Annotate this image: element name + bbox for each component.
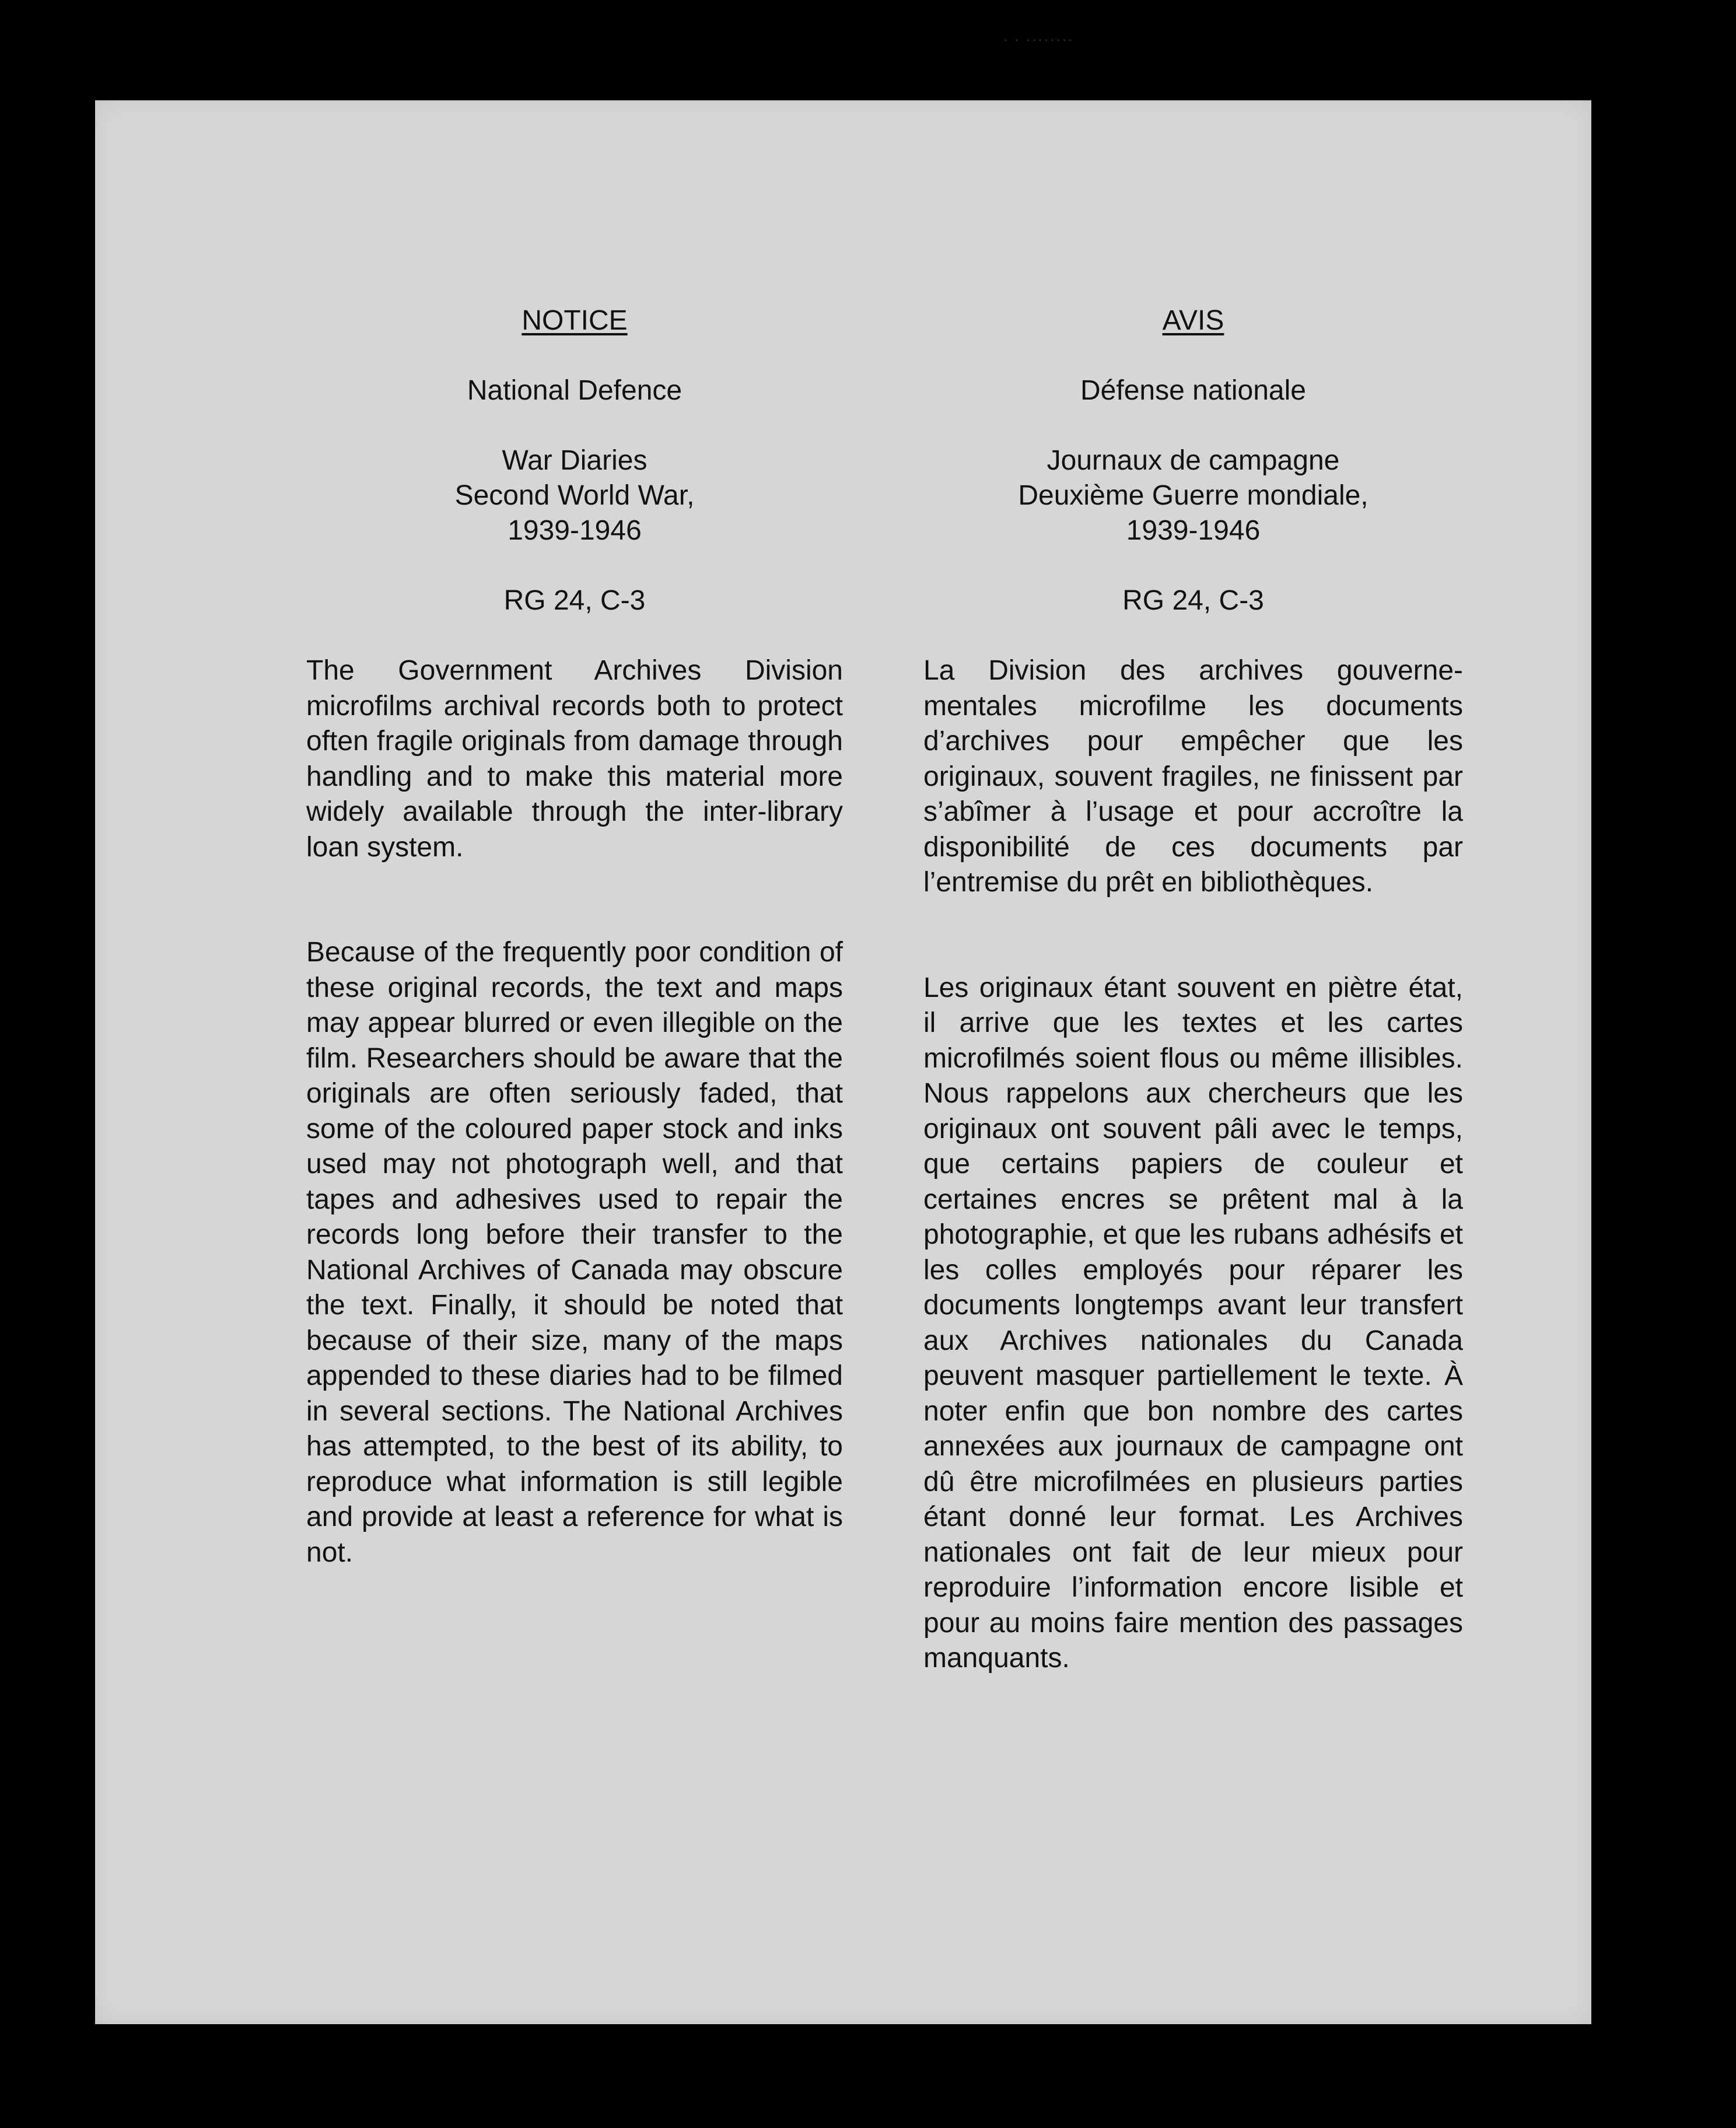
- record-group-reference: RG 24, C-3: [503, 585, 646, 616]
- series-date-range: 1939-1946: [508, 515, 642, 546]
- english-column: [306, 303, 843, 1570]
- series-date-range-fr: 1939-1946: [1126, 515, 1261, 546]
- series-title-line: War Diaries: [502, 445, 648, 476]
- notice-page: [95, 100, 1591, 2024]
- department-name: National Defence: [467, 375, 682, 406]
- series-title-fr: [923, 443, 1463, 548]
- scan-top-smudge: · · ········: [1003, 32, 1074, 47]
- notice-heading: NOTICE: [522, 305, 628, 336]
- french-column: [923, 303, 1463, 1676]
- paragraph-condition: Because of the frequently poor condition of these original records, the text and maps may appear blurred or even illegible on the film. Researchers should be aware that the originals are often seriously faded, that some of the coloured paper stock and inks used may not photograph well, and that tapes and adhesives used to repair the records long before their transfer to the National Archives of Canada may obscure the text. Finally, it should be noted that because of their size, many of the maps appended to these diaries had to be filmed in several sections. The National Archives has attempted, to the best of its ability, to reproduce what information is still legible and provide at least a reference for what is not.: [306, 937, 843, 1568]
- avis-heading: AVIS: [1162, 305, 1224, 336]
- series-title-line-fr: Journaux de campagne: [1046, 445, 1340, 476]
- department-name-fr: Défense nationale: [1080, 375, 1306, 406]
- paragraph-purpose-fr: La Division des archives gouverne-mentales microfilme les documents d’archives pour empêcher que les originaux, souvent fragiles, ne finissent par s’abîmer à l’usage et pour accroître la disponibilité de ces documents par l’entremise du prêt en bibliothèques.: [923, 655, 1463, 898]
- record-group-reference-fr: RG 24, C-3: [1122, 585, 1264, 616]
- series-title-line-fr: Deuxième Guerre mondiale,: [1018, 480, 1368, 511]
- series-title: [306, 443, 843, 548]
- paragraph-purpose: The Government Archives Division microfilms archival records both to protect often fragile originals from damage through handling and to make this material more widely available through the inter-library loan system.: [306, 655, 843, 863]
- paragraph-condition-fr: Les originaux étant souvent en piètre état, il arrive que les textes et les cartes microfilmés soient flous ou même illisibles. Nous rappelons aux chercheurs que les originaux ont souvent pâli avec le temps, que certains papiers de couleur et certaines encres se prêtent mal à la photographie, et que les rubans adhésifs et les colles employés pour réparer les documents longtemps avant leur transfert aux Archives nationales du Canada peuvent masquer partiellement le texte. À noter enfin que bon nombre des cartes annexées aux journaux de campagne ont dû être microfilmées en plusieurs parties étant donné leur format. Les Archives nationales ont fait de leur mieux pour reproduire l’information encore lisible et pour au moins faire mention des passages manquants.: [923, 972, 1463, 1674]
- series-title-line: Second World War,: [454, 480, 695, 511]
